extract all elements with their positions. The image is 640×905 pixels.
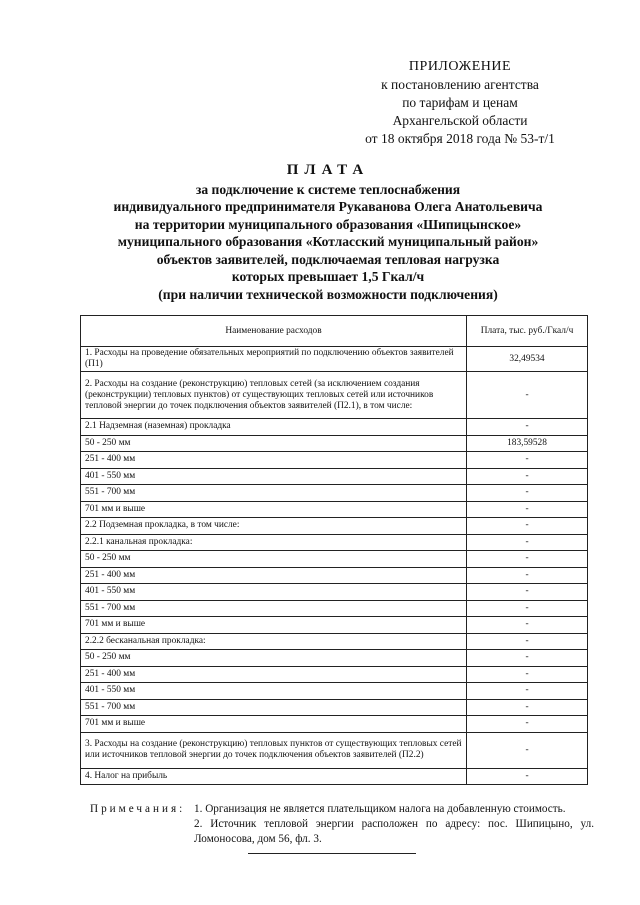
row-name: 50 - 250 мм <box>81 650 467 667</box>
row-value: - <box>467 633 588 650</box>
row-name: 251 - 400 мм <box>81 567 467 584</box>
row-value: 32,49534 <box>467 347 588 372</box>
row-name: 701 мм и выше <box>81 501 467 518</box>
row-name: 401 - 550 мм <box>81 683 467 700</box>
row-value: - <box>467 600 588 617</box>
title-line: муниципального образования «Котласский муниципальный район» <box>117 234 539 249</box>
table-row <box>81 501 588 518</box>
cost-table <box>80 315 588 785</box>
row-value: - <box>467 768 588 785</box>
table-row <box>81 347 588 372</box>
table-row <box>81 617 588 634</box>
row-name: 3. Расходы на создание (реконструкцию) тепловых пунктов от существующих тепловых сетей или источников тепловой энергии до точек подключения объектов заявителей (П2.2) <box>81 732 467 768</box>
appendix-line: по тарифам и ценам <box>402 95 518 110</box>
title-line: за подключение к системе теплоснабжения <box>195 181 461 197</box>
title-line: (при наличии технической возможности подключения) <box>158 286 498 302</box>
table-row <box>81 600 588 617</box>
row-name: 251 - 400 мм <box>81 452 467 469</box>
table-row <box>81 419 588 436</box>
note-item: 2. Источник тепловой энергии расположен по адресу: пос. Шипицыно, ул. Ломоносова, дом 56, фл. 3. <box>194 818 594 845</box>
column-header-value: Плата, тыс. руб./Гкал/ч <box>467 316 588 347</box>
title-line: на территории муниципального образования «Шипицынское» <box>134 216 522 232</box>
appendix-line: к постановлению агентства <box>381 77 539 92</box>
table-row <box>81 732 588 768</box>
row-value: - <box>467 372 588 419</box>
table-row <box>81 372 588 419</box>
row-value: - <box>467 419 588 436</box>
table-row <box>81 633 588 650</box>
row-name: 4. Налог на прибыль <box>81 768 467 785</box>
note-item: 1. Организация не является плательщиком налога на добавленную стоимость. <box>194 803 566 815</box>
row-name: 1. Расходы на проведение обязательных мероприятий по подключению объектов заявителей (П1) <box>81 347 467 372</box>
table-row <box>81 534 588 551</box>
row-name: 50 - 250 мм <box>81 435 467 452</box>
table-row <box>81 584 588 601</box>
row-value: - <box>467 551 588 568</box>
table-header-row <box>81 316 588 347</box>
row-value: - <box>467 650 588 667</box>
table-row <box>81 768 588 785</box>
table-row <box>81 551 588 568</box>
row-value: - <box>467 567 588 584</box>
notes-items <box>194 802 594 847</box>
document-title <box>40 162 616 303</box>
table-row <box>81 567 588 584</box>
title-line: индивидуального предпринимателя Рукаванова Олега Анатольевича <box>113 199 543 214</box>
row-value: - <box>467 534 588 551</box>
row-value: - <box>467 716 588 733</box>
appendix-heading: ПРИЛОЖЕНИЕ <box>408 59 512 74</box>
row-name: 401 - 550 мм <box>81 468 467 485</box>
row-value: - <box>467 666 588 683</box>
row-name: 701 мм и выше <box>81 716 467 733</box>
table-row <box>81 666 588 683</box>
appendix-line: Архангельской области <box>392 113 528 128</box>
row-value: - <box>467 485 588 502</box>
row-value: - <box>467 584 588 601</box>
table-row <box>81 650 588 667</box>
row-name: 2. Расходы на создание (реконструкцию) тепловых сетей (за исключением создания (реконструкции) тепловых пунктов) от существующих тепловых сетей или источников тепловой энергии до точек подключения объектов заявителей (П2.1), в том числе: <box>81 372 467 419</box>
row-name: 2.2.2 бесканальная прокладка: <box>81 633 467 650</box>
row-value: - <box>467 452 588 469</box>
notes-label: Примечания: <box>90 803 186 815</box>
row-value: - <box>467 468 588 485</box>
row-value: - <box>467 501 588 518</box>
title-line: объектов заявителей, подключаемая тепловая нагрузка <box>156 251 500 267</box>
table-row <box>81 452 588 469</box>
table-row <box>81 699 588 716</box>
table-row <box>81 468 588 485</box>
row-value: - <box>467 617 588 634</box>
closing-divider <box>248 853 416 854</box>
title-line: которых превышает 1,5 Гкал/ч <box>231 269 425 284</box>
row-value: 183,59528 <box>467 435 588 452</box>
row-name: 551 - 700 мм <box>81 699 467 716</box>
appendix-block <box>330 58 590 148</box>
table-row <box>81 683 588 700</box>
row-value: - <box>467 518 588 535</box>
row-name: 2.2.1 канальная прокладка: <box>81 534 467 551</box>
table-row <box>81 716 588 733</box>
table-row <box>81 435 588 452</box>
appendix-line: от 18 октября 2018 года № 53-т/1 <box>365 131 555 146</box>
row-name: 251 - 400 мм <box>81 666 467 683</box>
row-name: 50 - 250 мм <box>81 551 467 568</box>
row-value: - <box>467 699 588 716</box>
row-name: 701 мм и выше <box>81 617 467 634</box>
row-value: - <box>467 732 588 768</box>
title-main: ПЛАТА <box>286 162 370 178</box>
row-name: 401 - 550 мм <box>81 584 467 601</box>
table-row <box>81 518 588 535</box>
row-name: 551 - 700 мм <box>81 600 467 617</box>
column-header-name: Наименование расходов <box>81 316 467 347</box>
table-row <box>81 485 588 502</box>
row-name: 2.1 Надземная (наземная) прокладка <box>81 419 467 436</box>
row-value: - <box>467 683 588 700</box>
row-name: 2.2 Подземная прокладка, в том числе: <box>81 518 467 535</box>
row-name: 551 - 700 мм <box>81 485 467 502</box>
